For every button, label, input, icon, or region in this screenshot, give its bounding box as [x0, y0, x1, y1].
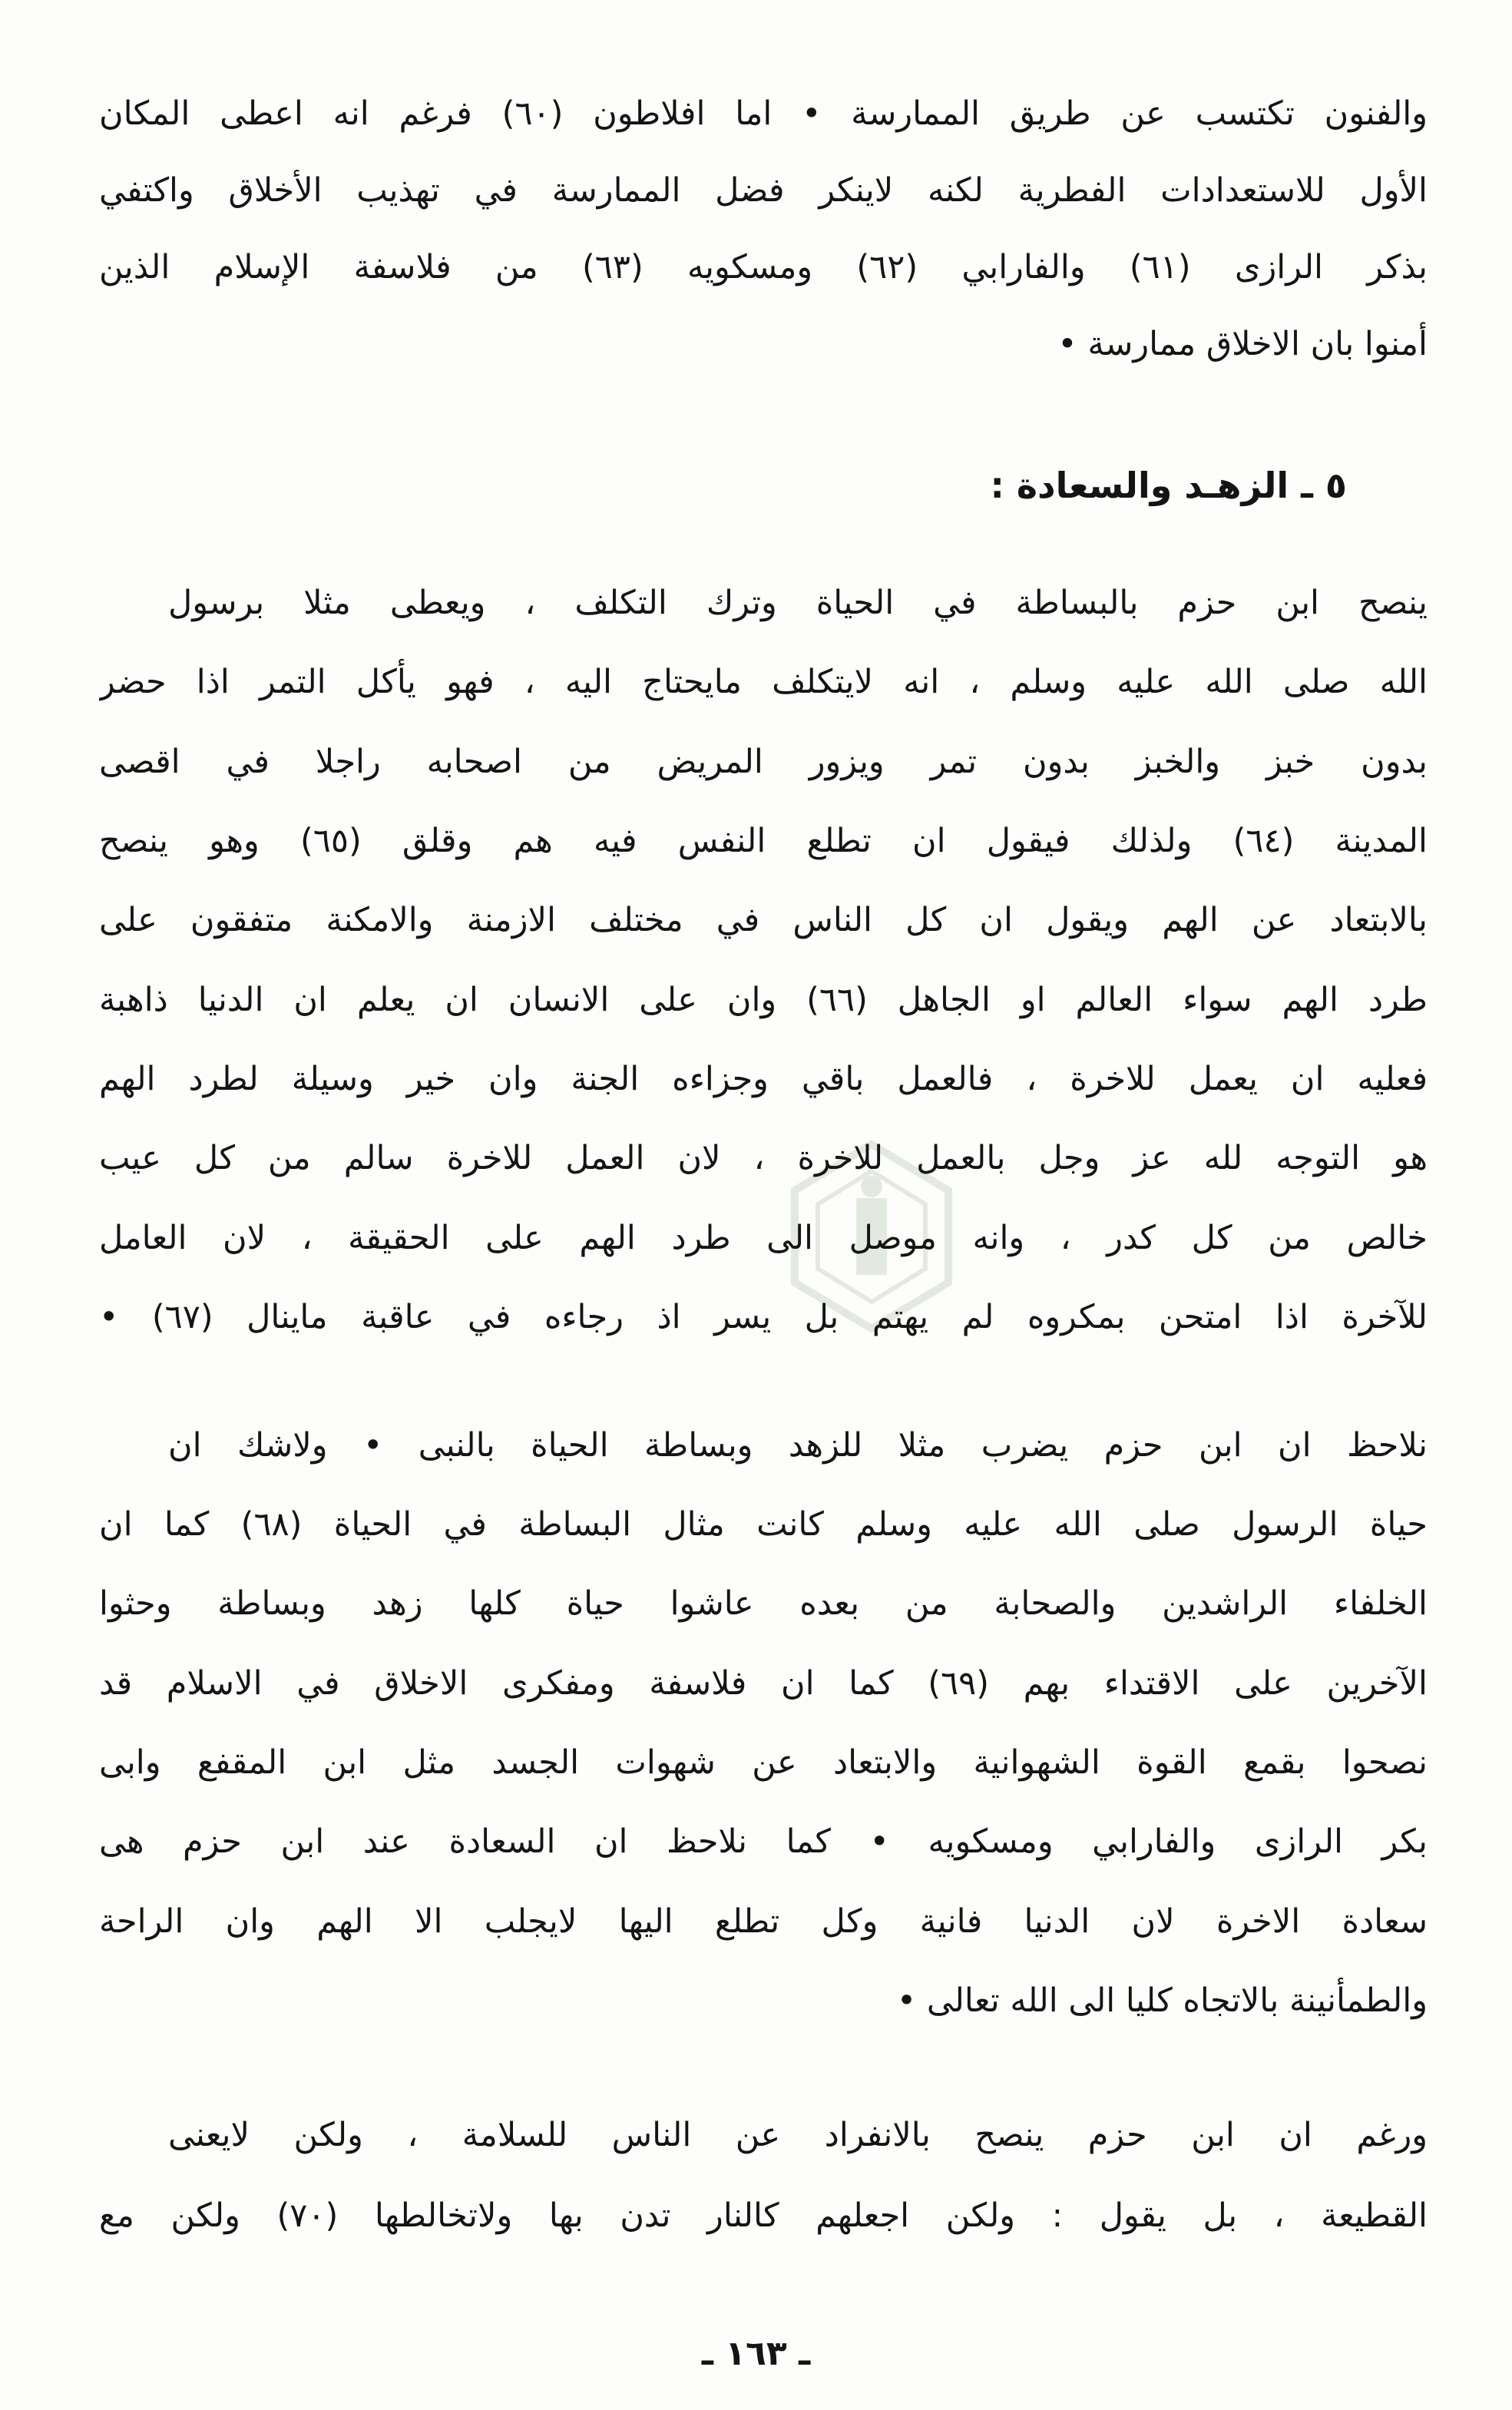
paragraph-1-line-3: بذكر الرازى (٦١) والفارابي (٦٢) ومسكويه (٦٣) من فلاسفة الإسلام الذين: [99, 248, 1428, 286]
paragraph-2-line-6: طرد الهم سواء العالم او الجاهل (٦٦) وان على الانسان ان يعلم ان الدنيا ذاهبة: [99, 981, 1428, 1019]
paragraph-3-line-1: نلاحظ ان ابن حزم يضرب مثلا للزهد وبساطة الحياة بالنبى • ولاشك ان: [168, 1426, 1428, 1465]
paragraph-1-line-4: أمنوا بان الاخلاق ممارسة •: [1057, 325, 1428, 363]
paragraph-2-line-2: الله صلى الله عليه وسلم ، انه لايتكلف مايحتاج اليه ، فهو يأكل التمر اذا حضر: [99, 663, 1428, 701]
paragraph-3-line-3: الخلفاء الراشدين والصحابة من بعده عاشوا حياة كلها زهد وبساطة وحثوا: [99, 1584, 1428, 1623]
paragraph-3-line-7: سعادة الاخرة لان الدنيا فانية وكل تطلع اليها لايجلب الا الهم وان الراحة: [99, 1902, 1428, 1941]
paragraph-2-line-8: هو التوجه لله عز وجل بالعمل للاخرة ، لان العمل للاخرة سالم من كل عيب: [99, 1139, 1428, 1177]
page-number: ـ ١٦٣ ـ: [701, 2334, 811, 2373]
paragraph-3-line-4: الآخرين على الاقتداء بهم (٦٩) كما ان فلاسفة ومفكرى الاخلاق في الاسلام قد: [99, 1664, 1428, 1703]
paragraph-2-line-5: بالابتعاد عن الهم ويقول ان كل الناس في مختلف الازمنة والامكنة متفقون على: [99, 901, 1428, 939]
paragraph-1-line-1: والفنون تكتسب عن طريق الممارسة • اما افلاطون (٦٠) فرغم انه اعطى المكان: [99, 94, 1428, 133]
paragraph-4-line-1: ورغم ان ابن حزم ينصح بالانفراد عن الناس للسلامة ، ولكن لايعنى: [168, 2116, 1428, 2154]
paragraph-3-line-5: نصحوا بقمع القوة الشهوانية والابتعاد عن شهوات الجسد مثل ابن المقفع وابى: [99, 1743, 1428, 1782]
paragraph-2-line-4: المدينة (٦٤) ولذلك فيقول ان تطلع النفس فيه هم وقلق (٦٥) وهو ينصح: [99, 822, 1428, 860]
paragraph-2-line-1: ينصح ابن حزم بالبساطة في الحياة وترك التكلف ، ويعطى مثلا برسول: [168, 584, 1428, 622]
paragraph-2-line-7: فعليه ان يعمل للاخرة ، فالعمل باقي وجزاءه الجنة وان خير وسيلة لطرد الهم: [99, 1060, 1428, 1098]
paragraph-2-line-3: بدون خبز والخبز بدون تمر ويزور المريض من اصحابه راجلا في اقصى: [99, 743, 1428, 781]
section-heading: ٥ ـ الزهـد والسعادة :: [990, 465, 1347, 506]
paragraph-2-line-9: خالص من كل كدر ، وانه موصل الى طرد الهم على الحقيقة ، لان العامل: [99, 1219, 1428, 1257]
paragraph-3-line-2: حياة الرسول صلى الله عليه وسلم كانت مثال البساطة في الحياة (٦٨) كما ان: [99, 1505, 1428, 1544]
paragraph-1-line-2: الأول للاستعدادات الفطرية لكنه لاينكر فضل الممارسة في تهذيب الأخلاق واكتفي: [99, 171, 1428, 210]
paragraph-4-line-2: القطيعة ، بل يقول : ولكن اجعلهم كالنار تدن بها ولاتخالطها (٧٠) ولكن مع: [99, 2196, 1428, 2235]
paragraph-3-line-6: بكر الرازى والفارابي ومسكويه • كما نلاحظ ان السعادة عند ابن حزم هى: [99, 1822, 1428, 1861]
paragraph-2-line-10: للآخرة اذا امتحن بمكروه لم يهتم بل يسر اذ رجاءه في عاقبة ماينال (٦٧) •: [99, 1298, 1428, 1336]
paragraph-3-line-8: والطمأنينة بالاتجاه كليا الى الله تعالى •: [896, 1981, 1428, 2020]
